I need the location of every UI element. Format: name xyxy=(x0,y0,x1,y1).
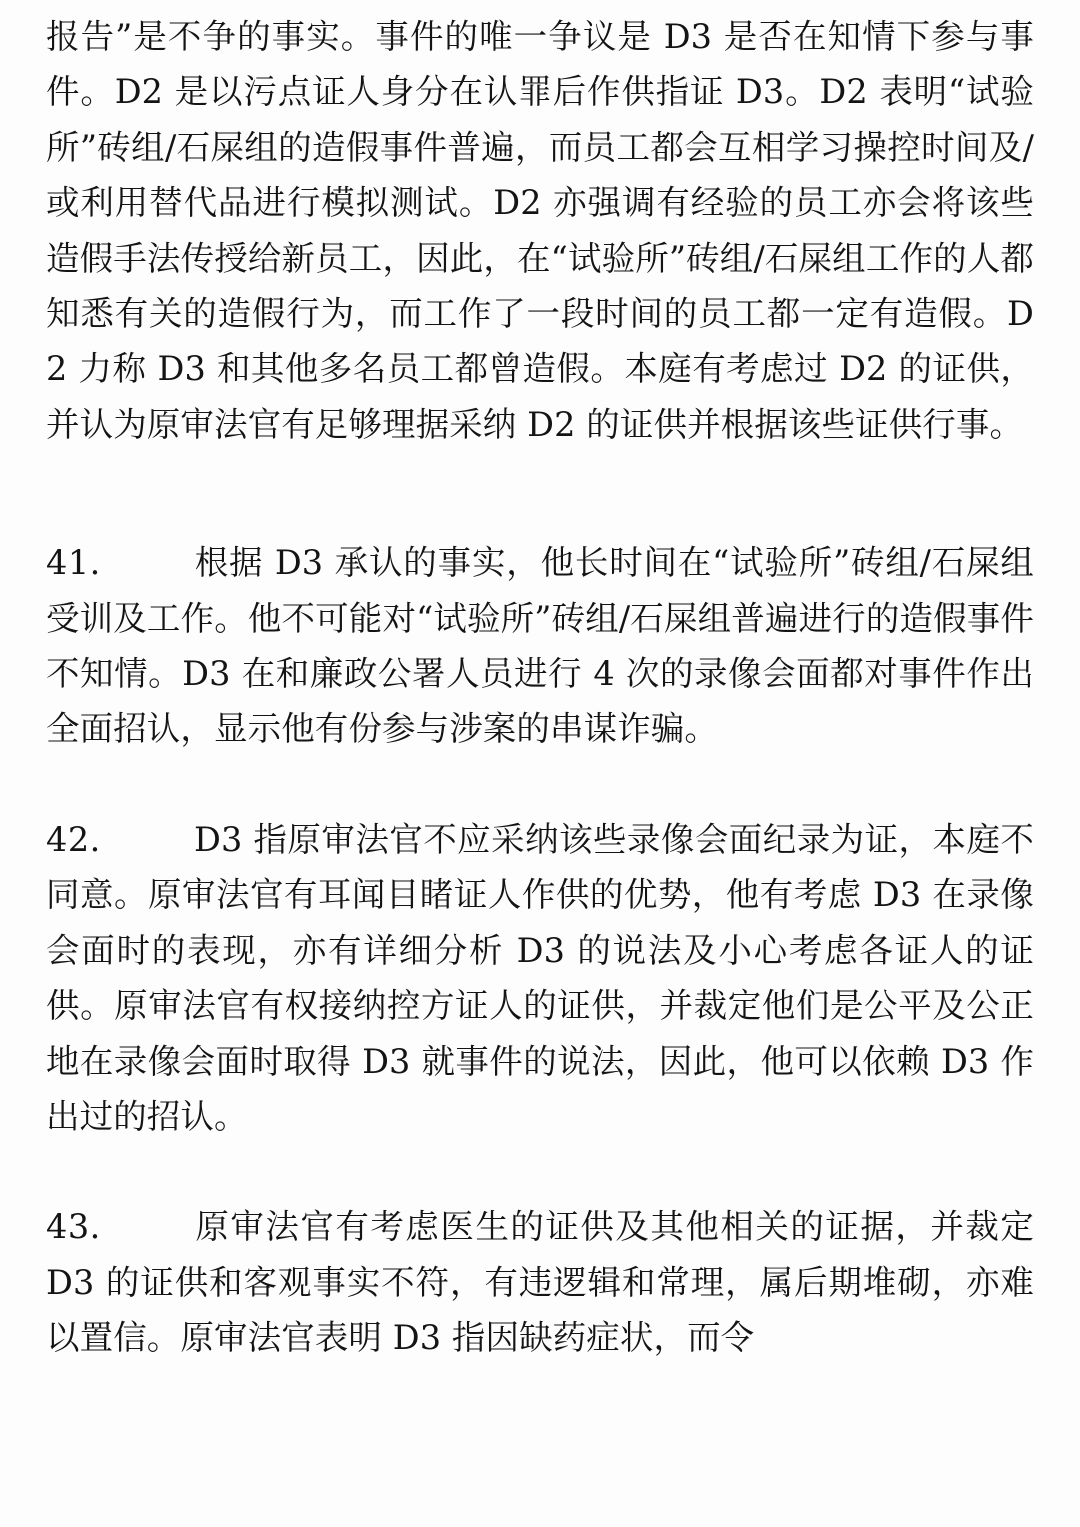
paragraph-43-text: 原审法官有考虑医生的证供及其他相关的证据，并裁定 D3 的证供和客观事实不符，有违逻辑和常理，属后期堆砌，亦难以置信。原审法官表明 D3 指因缺药症状，而令 xyxy=(46,1207,1034,1358)
paragraph-43-number: 43. xyxy=(46,1207,101,1247)
paragraph-42-text: D3 指原审法官不应采纳该些录像会面纪录为证，本庭不同意。原审法官有耳闻目睹证人作供的优势，他有考虑 D3 在录像会面时的表现，亦有详细分析 D3 的说法及小心考虑各证人的证供。原审法官有权接纳控方证人的证供，并裁定他们是公平及公正地在录像会面时取得 D3 就事件的说法，因此，他可以依赖 D3 作出过的招认。 xyxy=(46,819,1034,1136)
paragraph-41-text: 根据 D3 承认的事实，他长时间在“试验所”砖组/石屎组受训及工作。他不可能对“试验所”砖组/石屎组普遍进行的造假事件不知情。D3 在和廉政公署人员进行 4 次的录像会面都对事件作出全面招认，显示他有份参与涉案的串谋诈骗。 xyxy=(46,543,1034,749)
paragraph-43 xyxy=(46,1199,1034,1365)
paragraph-41-number: 41. xyxy=(46,543,101,583)
document-text-body xyxy=(46,0,1034,1366)
paragraph-41 xyxy=(46,535,1034,757)
paragraph-42-number: 42. xyxy=(46,819,101,859)
paragraph-spacer xyxy=(46,452,1034,480)
paragraph-42 xyxy=(46,812,1034,1144)
paragraph-continued: 报告”是不争的事实。事件的唯一争议是 D3 是否在知情下参与事件。D2 是以污点证人身分在认罪后作供指证 D3。D2 表明“试验所”砖组/石屎组的造假事件普遍，而员工都会互相学习操控时间及/或利用替代品进行模拟测试。D2 亦强调有经验的员工亦会将该些造假手法传授给新员工，因此，在“试验所”砖组/石屎组工作的人都知悉有关的造假行为，而工作了一段时间的员工都一定有造假。D2 力称 D3 和其他多名员工都曾造假。本庭有考虑过 D2 的证供，并认为原审法官有足够理据采纳 D2 的证供并根据该些证供行事。 xyxy=(46,17,1034,444)
